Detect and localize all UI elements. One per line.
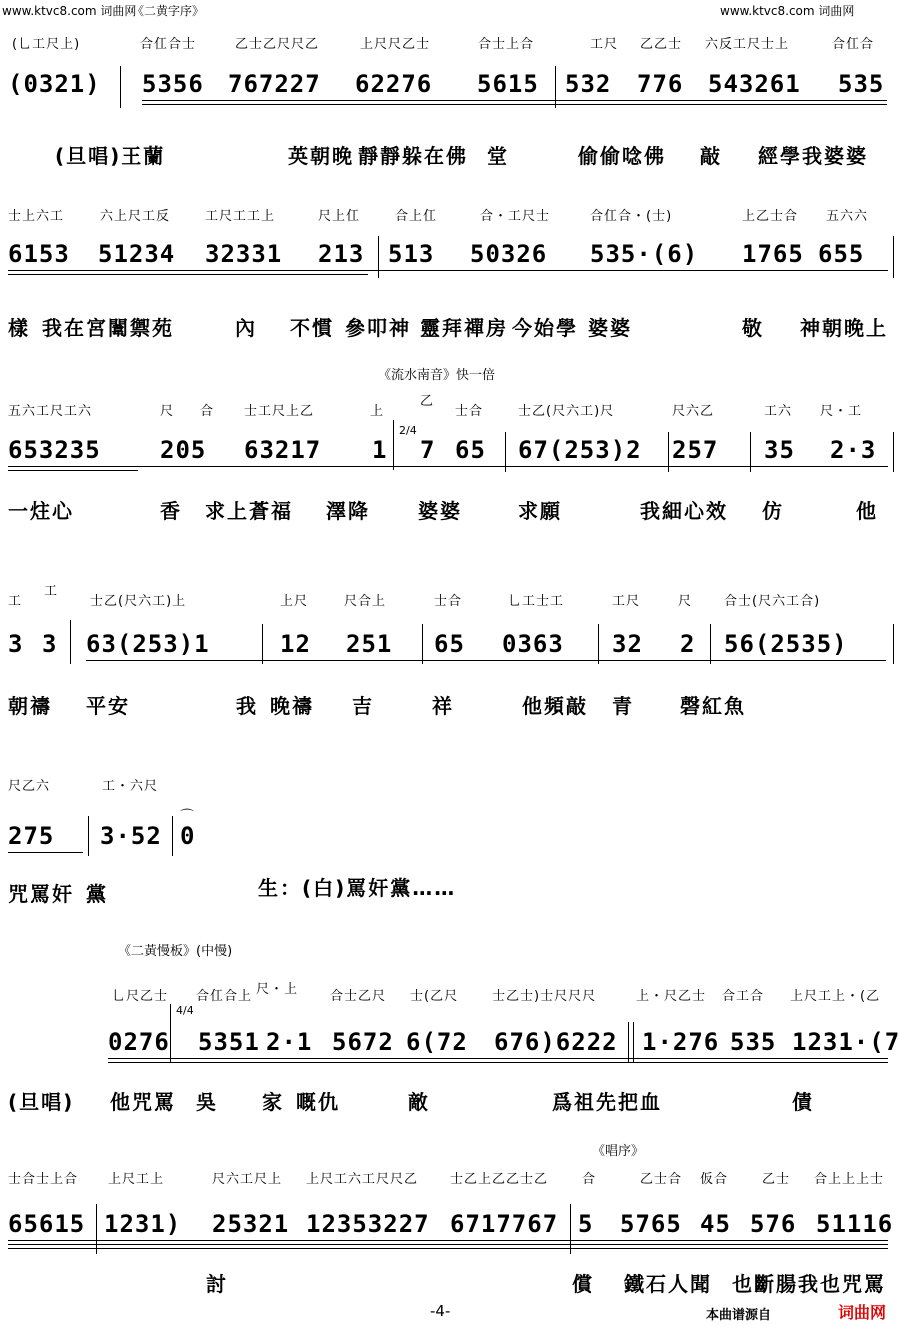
jianpu-cell: 32 xyxy=(612,630,643,658)
jianpu-cell: 1·276 xyxy=(642,1028,720,1056)
jianpu-cell: 5765 xyxy=(620,1210,682,1238)
lyric-cell: 求上蒼福 xyxy=(205,499,293,523)
lyric-cell: 我細心效 xyxy=(640,499,728,523)
gongche-cell: 工六 xyxy=(764,404,793,419)
section-title: 《唱序》 xyxy=(592,1144,645,1159)
gongche-cell: 合上仜 xyxy=(395,209,438,224)
barline xyxy=(570,1204,571,1254)
jianpu-cell: 2 xyxy=(680,630,696,658)
lyric-cell: 敵 xyxy=(408,1090,430,1114)
section-title: 《流水南音》快一倍 xyxy=(378,368,496,383)
gongche-cell: 合 xyxy=(582,1172,597,1187)
gongche-cell: 工尺 xyxy=(612,594,641,609)
jianpu-cell: 65 xyxy=(455,436,486,464)
gongche-cell: 工尺 xyxy=(590,37,619,52)
lyric-cell: 債 xyxy=(792,1090,814,1114)
lyric-cell: 青 xyxy=(612,694,634,718)
lyric-cell: 晚禱 xyxy=(270,694,314,718)
lyric-cell: (旦唱) xyxy=(8,1090,75,1114)
lyric-cell: 磬紅魚 xyxy=(680,694,746,718)
jianpu-cell: 1 xyxy=(372,436,388,464)
gongche-cell: 合士上合 xyxy=(478,37,535,52)
gongche-cell: 尺上仜 xyxy=(318,209,361,224)
jianpu-cell: 3·52 xyxy=(100,822,162,850)
jianpu-cell: 251 xyxy=(346,630,393,658)
lyric-cell: 香 xyxy=(160,499,182,523)
lyric-cell: 經學我婆婆 xyxy=(758,144,868,168)
gongche-cell: 工 xyxy=(8,594,23,609)
gongche-cell: 合・工尺士 xyxy=(480,209,551,224)
gongche-cell: 六反工尺士上 xyxy=(705,37,790,52)
lyric-cell: 討 xyxy=(206,1272,228,1296)
barline xyxy=(710,624,711,664)
barline xyxy=(422,624,423,664)
gongche-cell: 乙 xyxy=(420,394,435,409)
gongche-cell: 六上尺工反 xyxy=(100,209,171,224)
lyric-cell: 祥 xyxy=(432,694,454,718)
underline xyxy=(108,1058,888,1059)
gongche-cell: 乙乙士 xyxy=(640,37,683,52)
jianpu-cell: 25321 xyxy=(212,1210,290,1238)
gongche-cell: 五六六 xyxy=(826,209,869,224)
gongche-cell: 尺 xyxy=(678,594,693,609)
lyric-cell: 吳 xyxy=(196,1090,218,1114)
underline xyxy=(8,852,83,853)
underline xyxy=(8,1240,888,1241)
gongche-cell: 士合士上合 xyxy=(8,1172,79,1187)
gongche-cell: 五六工尺工六 xyxy=(8,404,93,419)
lyric-cell: 婆婆 xyxy=(418,499,462,523)
gongche-cell: 士上六工 xyxy=(8,209,65,224)
jianpu-cell: 543261 xyxy=(708,70,801,98)
lyric-cell: 神朝晚上 xyxy=(800,316,888,340)
lyric-cell: 也斷腸我也咒罵 xyxy=(732,1272,886,1296)
lyric-cell: 靜靜躲在佛 xyxy=(358,144,468,168)
jianpu-cell: 67(253)2 xyxy=(518,436,642,464)
gongche-cell: 尺六工尺上 xyxy=(212,1172,283,1187)
lyric-cell: 朝禱 xyxy=(8,694,52,718)
lyric-cell: 他頻敲 xyxy=(522,694,588,718)
gongche-cell: 士乙上乙乙士乙 xyxy=(450,1172,549,1187)
underline xyxy=(8,1244,888,1245)
jianpu-cell: 6717767 xyxy=(450,1210,559,1238)
underline xyxy=(142,100,887,101)
gongche-cell: 上尺 xyxy=(280,594,309,609)
jianpu-cell: 0363 xyxy=(502,630,564,658)
barline xyxy=(628,1022,629,1062)
barline xyxy=(893,432,894,472)
underline xyxy=(8,270,888,271)
jianpu-cell: 275 xyxy=(8,822,55,850)
lyric-cell: 堂 xyxy=(487,144,509,168)
gongche-cell: 尺乙六 xyxy=(8,779,51,794)
jianpu-cell: 5356 xyxy=(142,70,204,98)
gongche-cell: 合工合 xyxy=(722,989,765,1004)
gongche-cell: 上尺工上 xyxy=(108,1172,165,1187)
gongche-cell: 士乙(尺六工)上 xyxy=(90,594,187,609)
jianpu-cell: 767227 xyxy=(228,70,321,98)
barline xyxy=(70,620,71,664)
time-signature: 2/4 xyxy=(399,424,417,437)
lyric-cell: 一炷心 xyxy=(8,499,74,523)
jianpu-cell: 56(2535) xyxy=(724,630,848,658)
jianpu-cell: 257 xyxy=(672,436,719,464)
jianpu-cell: 50326 xyxy=(470,240,548,268)
jianpu-cell: 5 xyxy=(578,1210,594,1238)
lyric-cell: 吉 xyxy=(352,694,374,718)
jianpu-cell: 5672 xyxy=(332,1028,394,1056)
jianpu-cell: 5351 xyxy=(198,1028,260,1056)
gongche-cell: 士工尺上乙 xyxy=(244,404,315,419)
header-url-left[interactable]: www.ktvc8.com 词曲网 xyxy=(2,4,137,18)
jianpu-cell: 2·1 xyxy=(266,1028,313,1056)
lyric-cell: 參叩神 xyxy=(345,316,411,340)
barline xyxy=(598,624,599,664)
underline xyxy=(8,1248,888,1249)
barline xyxy=(262,624,263,664)
gongche-cell: 合仜合・(士) xyxy=(590,209,673,224)
lyric-cell: 爲祖先把血 xyxy=(552,1090,662,1114)
gongche-cell: 合仜合士 xyxy=(140,37,197,52)
lyric-cell: 平安 xyxy=(86,694,130,718)
jianpu-cell: 45 xyxy=(700,1210,731,1238)
underline xyxy=(8,274,368,275)
gongche-cell: 士乙(尺六工)尺 xyxy=(518,404,615,419)
lyric-cell: 家 xyxy=(262,1090,284,1114)
barline xyxy=(555,66,556,108)
jianpu-cell: 51234 xyxy=(98,240,176,268)
gongche-cell: 合 xyxy=(200,404,215,419)
lyric-cell: 不慣 xyxy=(290,316,334,340)
source-site-link[interactable]: 词曲网 xyxy=(838,1303,887,1322)
jianpu-cell: 205 xyxy=(160,436,207,464)
lyric-cell: 咒罵奸 xyxy=(8,882,74,906)
lyric-cell: 償 xyxy=(572,1272,594,1296)
lyric-cell: 內 xyxy=(235,316,257,340)
jianpu-cell: 535 xyxy=(730,1028,777,1056)
gongche-cell: 上 xyxy=(370,404,385,419)
jianpu-cell: 655 xyxy=(818,240,865,268)
underline xyxy=(8,466,888,467)
fermata-icon: ⌒ xyxy=(180,809,194,825)
time-signature: 4/4 xyxy=(176,1004,194,1017)
lyric-cell: (旦唱)王蘭 xyxy=(55,144,166,168)
jianpu-cell: 532 xyxy=(565,70,612,98)
barline xyxy=(633,1022,634,1062)
jianpu-cell: 6(72 xyxy=(406,1028,468,1056)
barline xyxy=(96,1204,97,1254)
section-title: 《二黃慢板》(中慢) xyxy=(118,944,233,959)
jianpu-cell: 1231) xyxy=(104,1210,182,1238)
jianpu-cell: 535 xyxy=(838,70,885,98)
underline xyxy=(108,1062,888,1063)
gongche-cell: 合士乙尺 xyxy=(330,989,387,1004)
jianpu-cell: 7 xyxy=(420,436,436,464)
gongche-cell: 合上上上士 xyxy=(814,1172,885,1187)
header-title: 《二黄字序》 xyxy=(132,4,205,18)
underline xyxy=(86,660,886,661)
barline xyxy=(88,816,89,856)
jianpu-cell: 0276 xyxy=(108,1028,170,1056)
gongche-cell: 上尺工上・(乙 xyxy=(790,989,881,1004)
lyric-cell: 樣 xyxy=(8,316,30,340)
gongche-cell: 工・六尺 xyxy=(102,779,159,794)
jianpu-cell: 1231·(7 xyxy=(792,1028,900,1056)
jianpu-cell: 12353227 xyxy=(306,1210,430,1238)
lyric-cell: 英朝晚 xyxy=(288,144,354,168)
barline xyxy=(393,420,394,470)
jianpu-cell: 51116 xyxy=(816,1210,894,1238)
gongche-cell: 尺合上 xyxy=(344,594,387,609)
gongche-cell: 仮合 xyxy=(700,1172,729,1187)
jianpu-cell: 12 xyxy=(280,630,311,658)
gongche-cell: 上・尺乙士 xyxy=(636,989,707,1004)
jianpu-cell: 63217 xyxy=(244,436,322,464)
gongche-cell: 乙士 xyxy=(762,1172,791,1187)
source-label: 本曲谱源自 xyxy=(706,1308,772,1323)
header-url-right[interactable]: www.ktvc8.com 词曲网 xyxy=(720,4,855,18)
barline xyxy=(893,236,894,278)
lyric-cell: 鐵石人聞 xyxy=(624,1272,712,1296)
jianpu-cell: 6153 xyxy=(8,240,70,268)
gongche-cell: 上乙士合 xyxy=(742,209,799,224)
lyric-cell: 偷偷唸佛 xyxy=(578,144,666,168)
jianpu-cell: 0 xyxy=(180,822,196,850)
lyric-cell: 他咒罵 xyxy=(110,1090,176,1114)
jianpu-cell: 62276 xyxy=(355,70,433,98)
gongche-cell: 尺六乙 xyxy=(672,404,715,419)
lyric-cell: 靈拜禪房 xyxy=(420,316,508,340)
barline xyxy=(120,66,121,108)
gongche-cell: 士(乙尺 xyxy=(410,989,459,1004)
lyric-cell: 嘅仇 xyxy=(296,1090,340,1114)
jianpu-cell: 32331 xyxy=(205,240,283,268)
gongche-cell: 上尺尺乙士 xyxy=(360,37,431,52)
lyric-cell: 我在宮闈禦苑 xyxy=(42,316,174,340)
gongche-cell: 乚工士工 xyxy=(508,594,565,609)
gongche-cell: (乚工尺上) xyxy=(12,37,81,52)
lyric-cell: 敬 xyxy=(742,316,764,340)
gongche-cell: 尺・上 xyxy=(256,982,299,997)
jianpu-cell: 5615 xyxy=(477,70,539,98)
jianpu-cell: 3 xyxy=(8,630,24,658)
jianpu-cell: 535·(6) xyxy=(590,240,699,268)
jianpu-cell: 513 xyxy=(388,240,435,268)
barline xyxy=(172,816,173,856)
lyric-cell: 他 xyxy=(856,499,878,523)
jianpu-cell: 213 xyxy=(318,240,365,268)
gongche-cell: 乚尺乙士 xyxy=(112,989,169,1004)
jianpu-cell: 2·3 xyxy=(830,436,877,464)
speech-line: 生：(白)罵奸黨…… xyxy=(258,876,457,900)
jianpu-cell: (0321) xyxy=(8,70,101,98)
lyric-cell: 求願 xyxy=(518,499,562,523)
jianpu-cell: 65615 xyxy=(8,1210,86,1238)
jianpu-cell: 65 xyxy=(434,630,465,658)
gongche-cell: 士乙士)士尺尺尺 xyxy=(492,989,597,1004)
gongche-cell: 合士(尺六工合) xyxy=(724,594,821,609)
gongche-cell: 尺 xyxy=(160,404,175,419)
gongche-cell: 士合 xyxy=(455,404,484,419)
barline xyxy=(893,624,894,664)
jianpu-cell: 3 xyxy=(42,630,58,658)
gongche-cell: 尺・工 xyxy=(820,404,863,419)
gongche-cell: 合仜合 xyxy=(832,37,875,52)
gongche-cell: 乙士合 xyxy=(640,1172,683,1187)
lyric-cell: 敲 xyxy=(700,144,722,168)
lyric-cell: 黨 xyxy=(86,882,108,906)
jianpu-cell: 576 xyxy=(750,1210,797,1238)
underline xyxy=(8,470,138,471)
jianpu-cell: 776 xyxy=(637,70,684,98)
jianpu-cell: 653235 xyxy=(8,436,101,464)
lyric-cell: 仿 xyxy=(762,499,784,523)
underline xyxy=(142,104,887,105)
jianpu-cell: 1765 xyxy=(742,240,804,268)
page-number: -4- xyxy=(430,1302,451,1320)
gongche-cell: 合仜合上 xyxy=(196,989,253,1004)
jianpu-cell: 63(253)1 xyxy=(86,630,210,658)
gongche-cell: 工尺工工上 xyxy=(205,209,276,224)
gongche-cell: 上尺工六工尺尺乙 xyxy=(306,1172,419,1187)
lyric-cell: 我 xyxy=(236,694,258,718)
lyric-cell: 婆婆 xyxy=(588,316,632,340)
jianpu-cell: 676)6222 xyxy=(494,1028,618,1056)
gongche-cell: 工 xyxy=(44,584,59,599)
barline xyxy=(378,236,379,278)
barline xyxy=(170,1004,171,1062)
lyric-cell: 澤降 xyxy=(326,499,370,523)
gongche-cell: 士合 xyxy=(434,594,463,609)
jianpu-cell: 35 xyxy=(764,436,795,464)
gongche-cell: 乙士乙尺尺乙 xyxy=(235,37,320,52)
lyric-cell: 今始學 xyxy=(512,316,578,340)
